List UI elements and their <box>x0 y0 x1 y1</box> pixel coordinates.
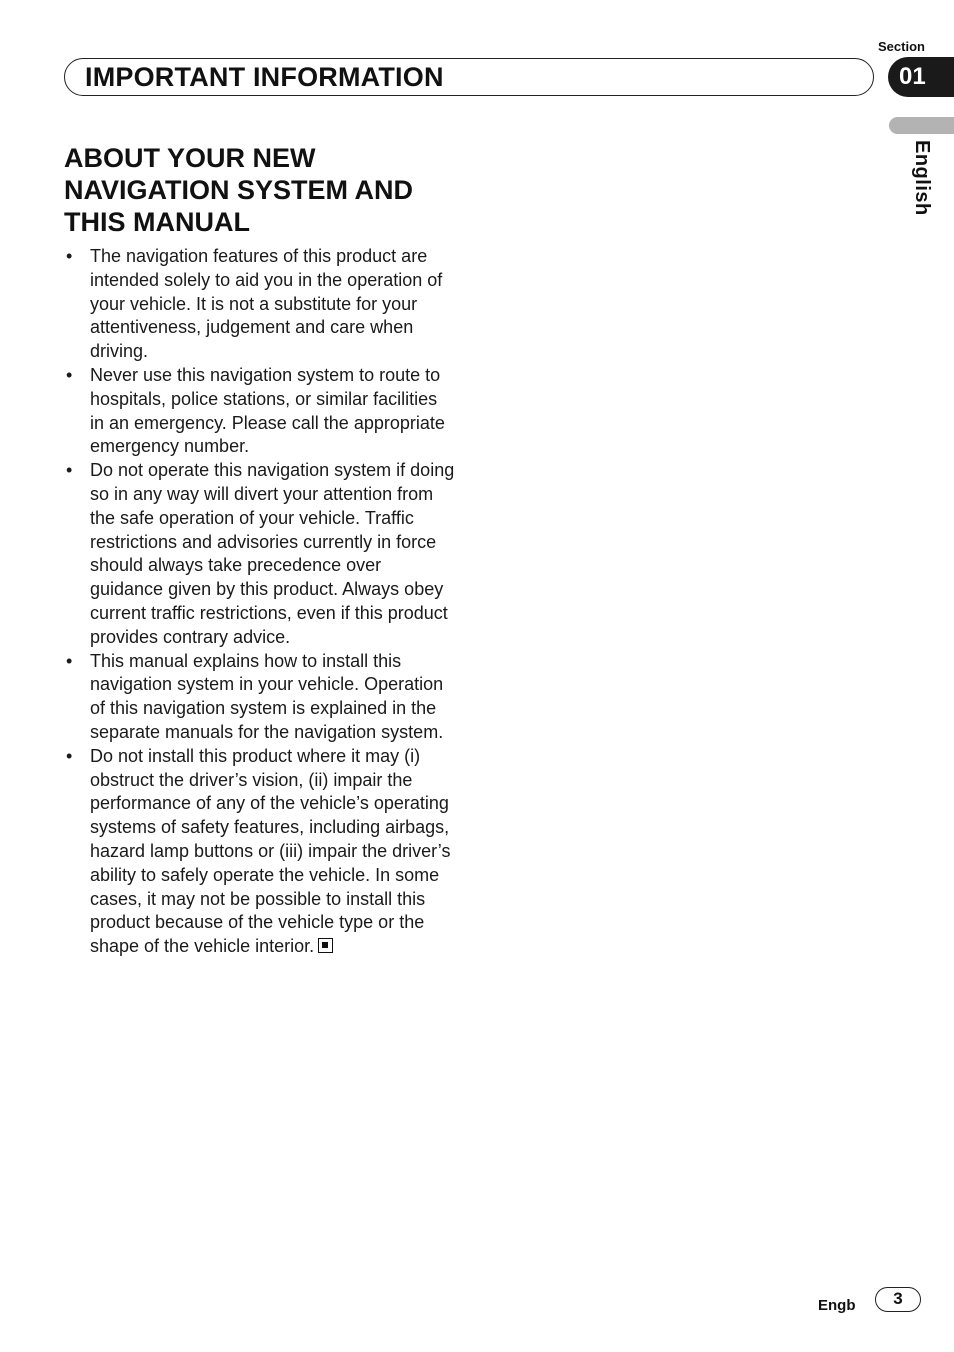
list-item-text: Do not operate this navigation system if doing so in any way will divert your attention from the safe operation of your vehicle. Traffic restrictions and advisories currently in force should always take precedence over guidance given by this product. Always obey current traffic restrictions, even if this product provides contrary advice. <box>90 460 455 647</box>
header-bar <box>64 58 874 96</box>
bullet-list <box>64 245 456 959</box>
section-label: Section <box>878 39 925 54</box>
list-item-text: The navigation features of this product are intended solely to aid you in the operation of your vehicle. It is not a substitute for your attentiveness, judgement and care when driving. <box>90 246 443 362</box>
end-of-section-icon <box>318 938 333 953</box>
list-item <box>64 650 456 745</box>
bullet-icon: • <box>66 460 73 481</box>
page-title: ABOUT YOUR NEW NAVIGATION SYSTEM AND THIS MANUAL <box>64 143 414 237</box>
list-item <box>64 245 456 364</box>
list-item-text: Do not install this product where it may (i) obstruct the driver’s vision, (ii) impair the performance of any of the vehicle’s operating systems of safety features, including airbags, hazard lamp buttons or (iii) impair the driver’s ability to safely operate the vehicle. In some cases, it may not be possible to install this product because of the vehicle type or the shape of the vehicle interior. <box>90 745 451 957</box>
footer-language-code: Engb <box>818 1297 856 1314</box>
language-tab <box>889 117 954 134</box>
list-item-text: This manual explains how to install this navigation system in your vehicle. Operation of this navigation system is explained in the separate manuals for the navigation system. <box>90 650 444 742</box>
page-number: 3 <box>875 1287 921 1312</box>
bullet-icon: • <box>66 745 73 766</box>
bullet-icon: • <box>66 650 73 671</box>
list-item <box>64 745 456 959</box>
list-item-text: Never use this navigation system to route to hospitals, police stations, or similar facilities in an emergency. Please call the appropriate emergency number. <box>90 364 445 457</box>
section-number-badge: 01 <box>888 57 954 97</box>
list-item <box>64 364 456 459</box>
bullet-icon: • <box>66 364 73 385</box>
list-item <box>64 459 456 649</box>
header-title: IMPORTANT INFORMATION <box>85 62 444 92</box>
bullet-icon: • <box>66 246 73 266</box>
language-label: English <box>911 140 933 216</box>
